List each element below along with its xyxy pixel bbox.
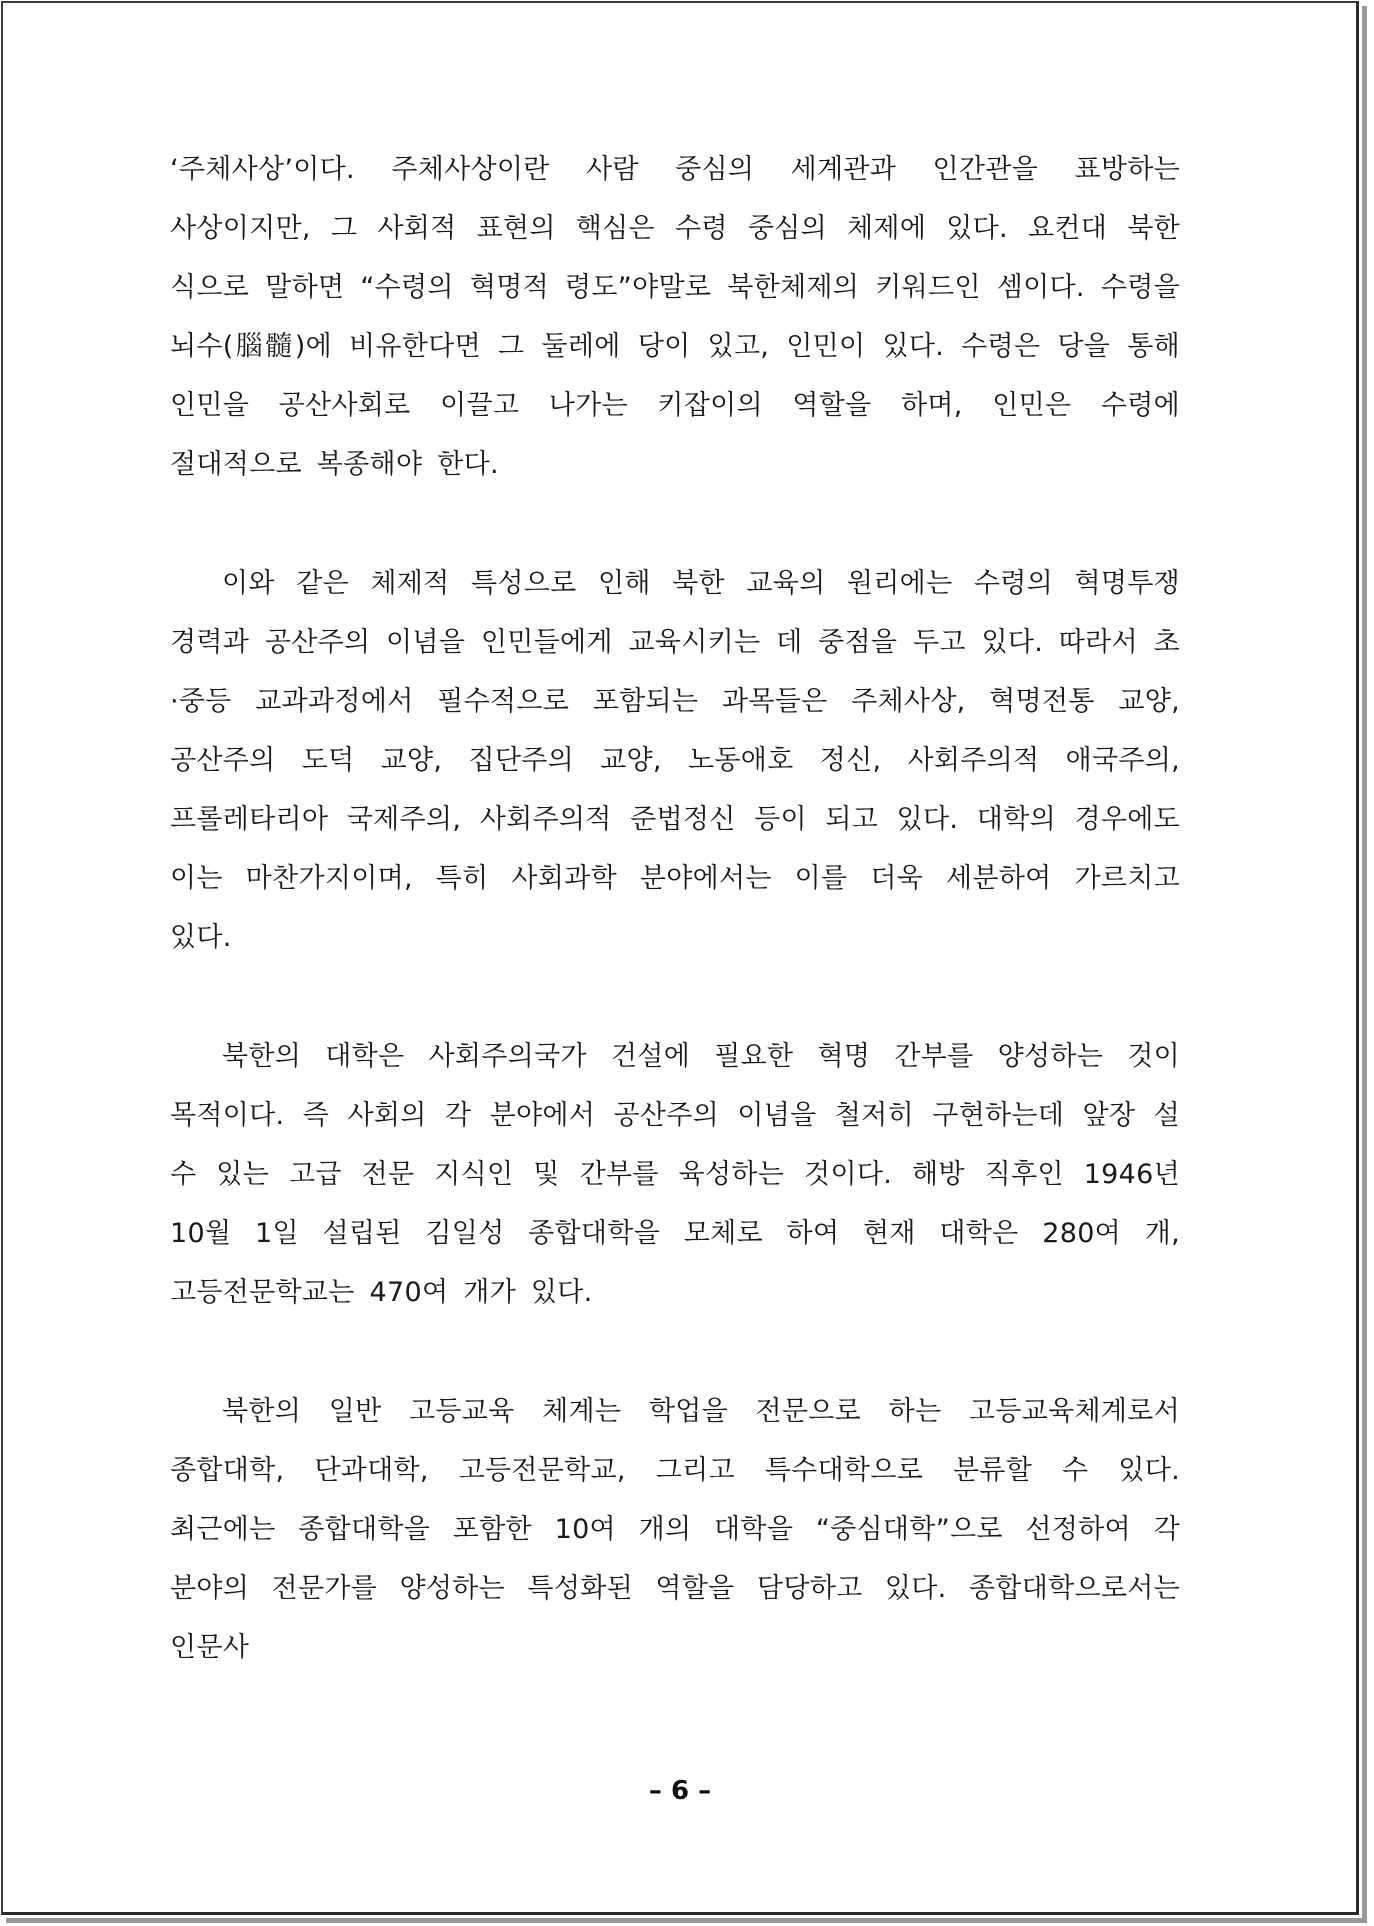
page-shadow-right [1362,6,1367,1920]
paragraph-juche-ideology: ‘주체사상’이다. 주체사상이란 사람 중심의 세계관과 인간관을 표방하는 사상이지만, 그 사회적 표현의 핵심은 수령 중심의 체제에 있다. 요컨대 북한 식으로 말하면 “수령의 혁명적 령도”야말로 북한체제의 키워드인 셈이다. 수령을 뇌수(腦髓)에 비유한다면 그 둘레에 당이 있고, 인민이 있다. 수령은 당을 통해 인민을 공산사회로 이끌고 나가는 키잡이의 역할을 하며, 인민은 수령에 절대적으로 복종해야 한다. [170,154,1180,480]
paragraph-university-purpose: 북한의 대학은 사회주의국가 건설에 필요한 혁명 간부를 양성하는 것이 목적이다. 즉 사회의 각 분야에서 공산주의 이념을 철저히 구현하는데 앞장 설 수 있는 고급 전문 지식인 및 간부를 육성하는 것이다. 해방 직후인 1946년 10월 1일 설립된 김일성 종합대학을 모체로 하여 현재 대학은 280여 개, 고등전문학교는 470여 개가 있다. [170,1041,1180,1308]
page-body [170,140,1180,1737]
page-number: – 6 – [648,1776,712,1806]
paragraph-higher-education-system: 북한의 일반 고등교육 체계는 학업을 전문으로 하는 고등교육체계로서 종합대학, 단과대학, 고등전문학교, 그리고 특수대학으로 분류할 수 있다. 최근에는 종합대학을 포함한 10여 개의 대학을 “중심대학”으로 선정하여 각 분야의 전문가를 양성하는 특성화된 역할을 담당하고 있다. 종합대학으로서는 인문사 [170,1396,1180,1663]
page-shadow-bottom [6,1918,1367,1923]
paragraph-education-principles: 이와 같은 체제적 특성으로 인해 북한 교육의 원리에는 수령의 혁명투쟁 경력과 공산주의 이념을 인민들에게 교육시키는 데 중점을 두고 있다. 따라서 초·중등 교과과정에서 필수적으로 포함되는 과목들은 주체사상, 혁명전통 교양, 공산주의 도덕 교양, 집단주의 교양, 노동애호 정신, 사회주의적 애국주의, 프롤레타리아 국제주의, 사회주의적 준법정신 등이 되고 있다. 대학의 경우에도 이는 마찬가지이며, 특히 사회과학 분야에서는 이를 더욱 세분하여 가르치고 있다. [170,568,1180,953]
